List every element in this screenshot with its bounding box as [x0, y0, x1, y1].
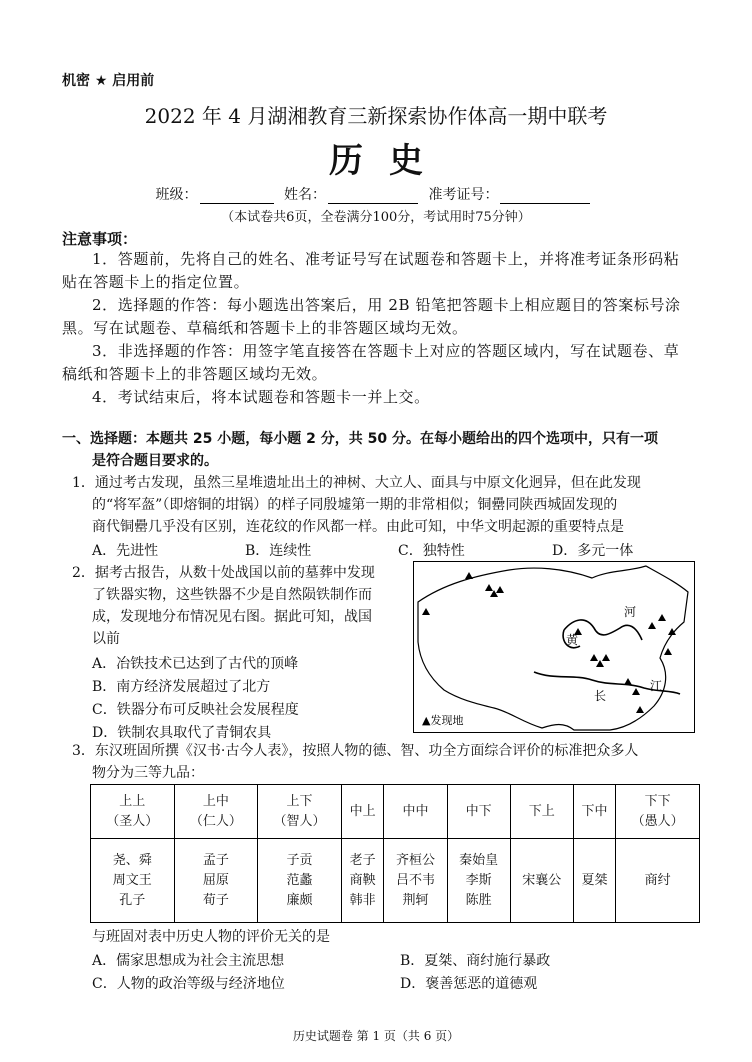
q3-option-b[interactable]: B．夏桀、商纣施行暴政	[400, 953, 551, 969]
notice-heading: 注意事项：	[62, 230, 138, 248]
map-drawing	[414, 562, 694, 732]
subject-title: 历史	[329, 141, 449, 181]
q3-option-d[interactable]: D．褒善惩恶的道德观	[400, 976, 538, 992]
notice-item: 1．答题前，先将自己的姓名、准考证号写在试题卷和答题卡上，并将准考证条形码粘贴在答题卡上的指定位置。	[62, 250, 680, 291]
exam-title: 2022 年 4 月湖湘教育三新探索协作体高一期中联考	[144, 104, 608, 128]
table-cell: 齐桓公 吕不韦 荆轲	[384, 839, 447, 923]
header-cell: 下下 （愚人）	[616, 785, 700, 839]
find-site-markers	[422, 572, 676, 713]
notice-item: 3．非选择题的作答：用签字笔直接答在答题卡上对应的答题区域内，写在试题卷、草稿纸和答题卡上的非答题区域均无效。	[62, 342, 680, 383]
section-heading-line: 一、选择题：本题共 25 小题，每小题 2 分，共 50 分。在每小题给出的四个选项中，只有一项	[62, 431, 658, 447]
table-cell: 宋襄公	[510, 839, 573, 923]
map-label-huang: 黄	[566, 633, 579, 647]
notice-item: 4．考试结束后，将本试题卷和答题卡一并上交。	[92, 388, 430, 406]
table-cell: 秦始皇 李斯 陈胜	[447, 839, 510, 923]
header-cell: 下中	[573, 785, 616, 839]
q1-line: 的“将军盔”（即熔铜的坩锅）的样子同殷墟第一期的非常相似；铜罍同陕西城固发现的	[92, 497, 618, 513]
student-info-fields	[0, 184, 752, 204]
header-cell: 上上 （圣人）	[91, 785, 175, 839]
table-cell: 孟子 屈原 荀子	[174, 839, 258, 923]
q1-option-b[interactable]: B．连续性	[245, 543, 312, 559]
exam-note: （本试卷共6页，全卷满分100分，考试用时75分钟）	[221, 210, 531, 225]
table-row	[91, 839, 700, 923]
header-cell: 中上	[341, 785, 384, 839]
q2-line: 2．据考古报告，从数十处战国以前的墓葬中发现	[72, 565, 375, 581]
section-heading	[62, 428, 702, 472]
ticket-blank	[500, 189, 590, 204]
coastline-outline	[418, 566, 688, 730]
table-cell: 子贡 范蠡 廉颇	[258, 839, 342, 923]
q3-option-a[interactable]: A．儒家思想成为社会主流思想	[92, 953, 285, 969]
notice-item: 2．选择题的作答：每小题选出答案后，用 2B 铅笔把答题卡上相应题目的答案标号涂黑。写在试题卷、草稿纸和答题卡上的非答题区域均无效。	[62, 296, 681, 337]
q2-line: 成，发现地分布情况见右图。据此可知，战国	[92, 609, 372, 625]
table-cell: 商纣	[616, 839, 700, 923]
class-label: 班级：	[155, 187, 198, 203]
name-label: 姓名：	[284, 187, 326, 203]
q3-stem: 与班固对表中历史人物的评价无关的是	[92, 929, 330, 945]
q2-line: 了铁器实物，这些铁器不少是自然陨铁制作而	[92, 587, 372, 603]
table-header-row	[91, 785, 700, 839]
q2-option-b[interactable]: B．南方经济发展超过了北方	[92, 679, 271, 695]
q2-option-a[interactable]: A．冶铁技术已达到了古代的顶峰	[92, 656, 299, 672]
iron-finds-map	[413, 561, 695, 733]
map-label-jiang: 江	[650, 679, 663, 693]
header-cell: 中中	[384, 785, 447, 839]
header-cell: 中下	[447, 785, 510, 839]
section-heading-line: 是符合题目要求的。	[92, 453, 218, 469]
header-cell: 上中 （仁人）	[174, 785, 258, 839]
q1-option-c[interactable]: C．独特性	[398, 543, 465, 559]
q3-line: 物分为三等九品：	[92, 765, 204, 781]
map-label-he: 河	[624, 605, 637, 619]
table-cell: 尧、舜 周文王 孔子	[91, 839, 175, 923]
q1-line: 商代铜罍几乎没有区别，连花纹的作风都一样。由此可知，中华文明起源的重要特点是	[92, 519, 624, 535]
name-blank	[328, 189, 418, 204]
page-footer: 历史试题卷 第 1 页（共 6 页）	[292, 1029, 460, 1043]
q1-line: 1．通过考古发现，虽然三星堆遗址出土的神树、大立人、面具与中原文化迥异，但在此发现	[72, 475, 641, 491]
header-cell: 下上	[510, 785, 573, 839]
q3-line: 3．东汉班固所撰《汉书·古今人表》，按照人物的德、智、功全方面综合评价的标准把众多人	[72, 743, 639, 759]
q2-option-c[interactable]: C．铁器分布可反映社会发展程度	[92, 702, 299, 718]
map-legend: ▲发现地	[422, 714, 464, 727]
map-label-chang: 长	[594, 689, 607, 703]
table-cell: 老子 商鞅 韩非	[341, 839, 384, 923]
header-cell: 上下 （智人）	[258, 785, 342, 839]
ticket-label: 准考证号：	[428, 187, 499, 203]
q2-option-d[interactable]: D．铁制农具取代了青铜农具	[92, 725, 272, 741]
q3-option-c[interactable]: C．人物的政治等级与经济地位	[92, 976, 285, 992]
q1-option-a[interactable]: A．先进性	[92, 543, 159, 559]
confidential-mark: 机密 ★ 启用前	[62, 73, 155, 89]
q2-line: 以前	[92, 631, 120, 647]
class-blank	[200, 189, 274, 204]
q1-option-d[interactable]: D．多元一体	[552, 543, 634, 559]
table-cell: 夏桀	[573, 839, 616, 923]
ranking-table	[90, 784, 700, 923]
